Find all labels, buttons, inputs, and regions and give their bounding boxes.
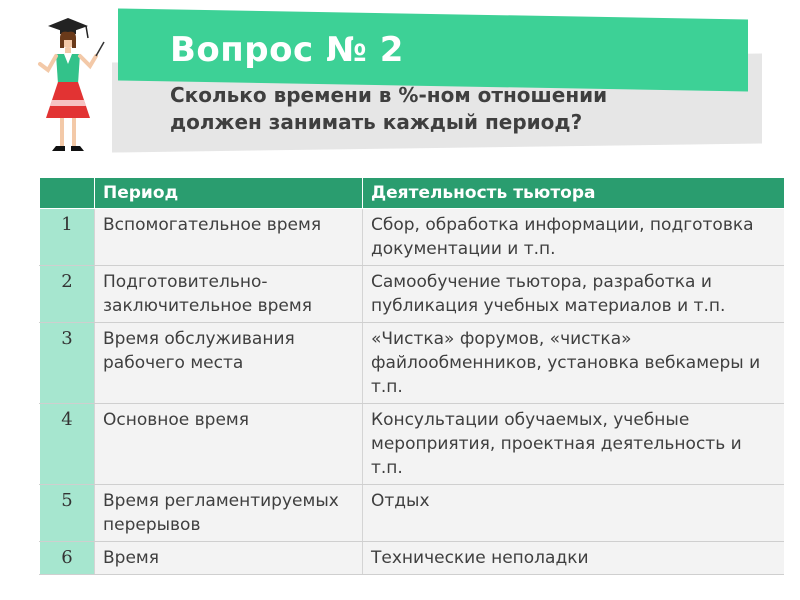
row-number: 3 bbox=[40, 323, 95, 404]
row-number: 1 bbox=[40, 209, 95, 266]
activity-cell: Консультации обучаемых, учебные мероприятия, проектная деятельность и т.п. bbox=[363, 404, 785, 485]
row-number: 6 bbox=[40, 542, 95, 575]
table-row bbox=[40, 404, 785, 485]
question-line-1: Сколько времени в %-ном отношении bbox=[170, 83, 608, 107]
table-row bbox=[40, 485, 785, 542]
period-cell: Вспомогательное время bbox=[95, 209, 363, 266]
table-row bbox=[40, 323, 785, 404]
slide-title: Вопрос № 2 bbox=[170, 30, 404, 70]
period-cell: Подготовительно-заключительное время bbox=[95, 266, 363, 323]
question-line-2: должен занимать каждый период? bbox=[170, 110, 583, 134]
header-number bbox=[40, 178, 95, 209]
header-period: Период bbox=[95, 178, 363, 209]
activity-cell: Отдых bbox=[363, 485, 785, 542]
table-row bbox=[40, 209, 785, 266]
period-cell: Время bbox=[95, 542, 363, 575]
table-row bbox=[40, 542, 785, 575]
row-number: 2 bbox=[40, 266, 95, 323]
header-activity: Деятельность тьютора bbox=[363, 178, 785, 209]
activity-cell: Технические неполадки bbox=[363, 542, 785, 575]
table-row bbox=[40, 266, 785, 323]
table-container bbox=[39, 177, 784, 600]
period-cell: Основное время bbox=[95, 404, 363, 485]
row-number: 5 bbox=[40, 485, 95, 542]
student-illustration-icon bbox=[20, 8, 112, 158]
table-header-row bbox=[40, 178, 785, 209]
period-cell: Время регламентируемых перерывов bbox=[95, 485, 363, 542]
row-number: 4 bbox=[40, 404, 95, 485]
activity-cell: «Чистка» форумов, «чистка» файлообменников, установка вебкамеры и т.п. bbox=[363, 323, 785, 404]
activity-cell: Сбор, обработка информации, подготовка документации и т.п. bbox=[363, 209, 785, 266]
activity-cell: Самообучение тьютора, разработка и публикация учебных материалов и т.п. bbox=[363, 266, 785, 323]
periods-table bbox=[39, 177, 784, 575]
period-cell: Время обслуживания рабочего места bbox=[95, 323, 363, 404]
question-text bbox=[170, 82, 607, 136]
